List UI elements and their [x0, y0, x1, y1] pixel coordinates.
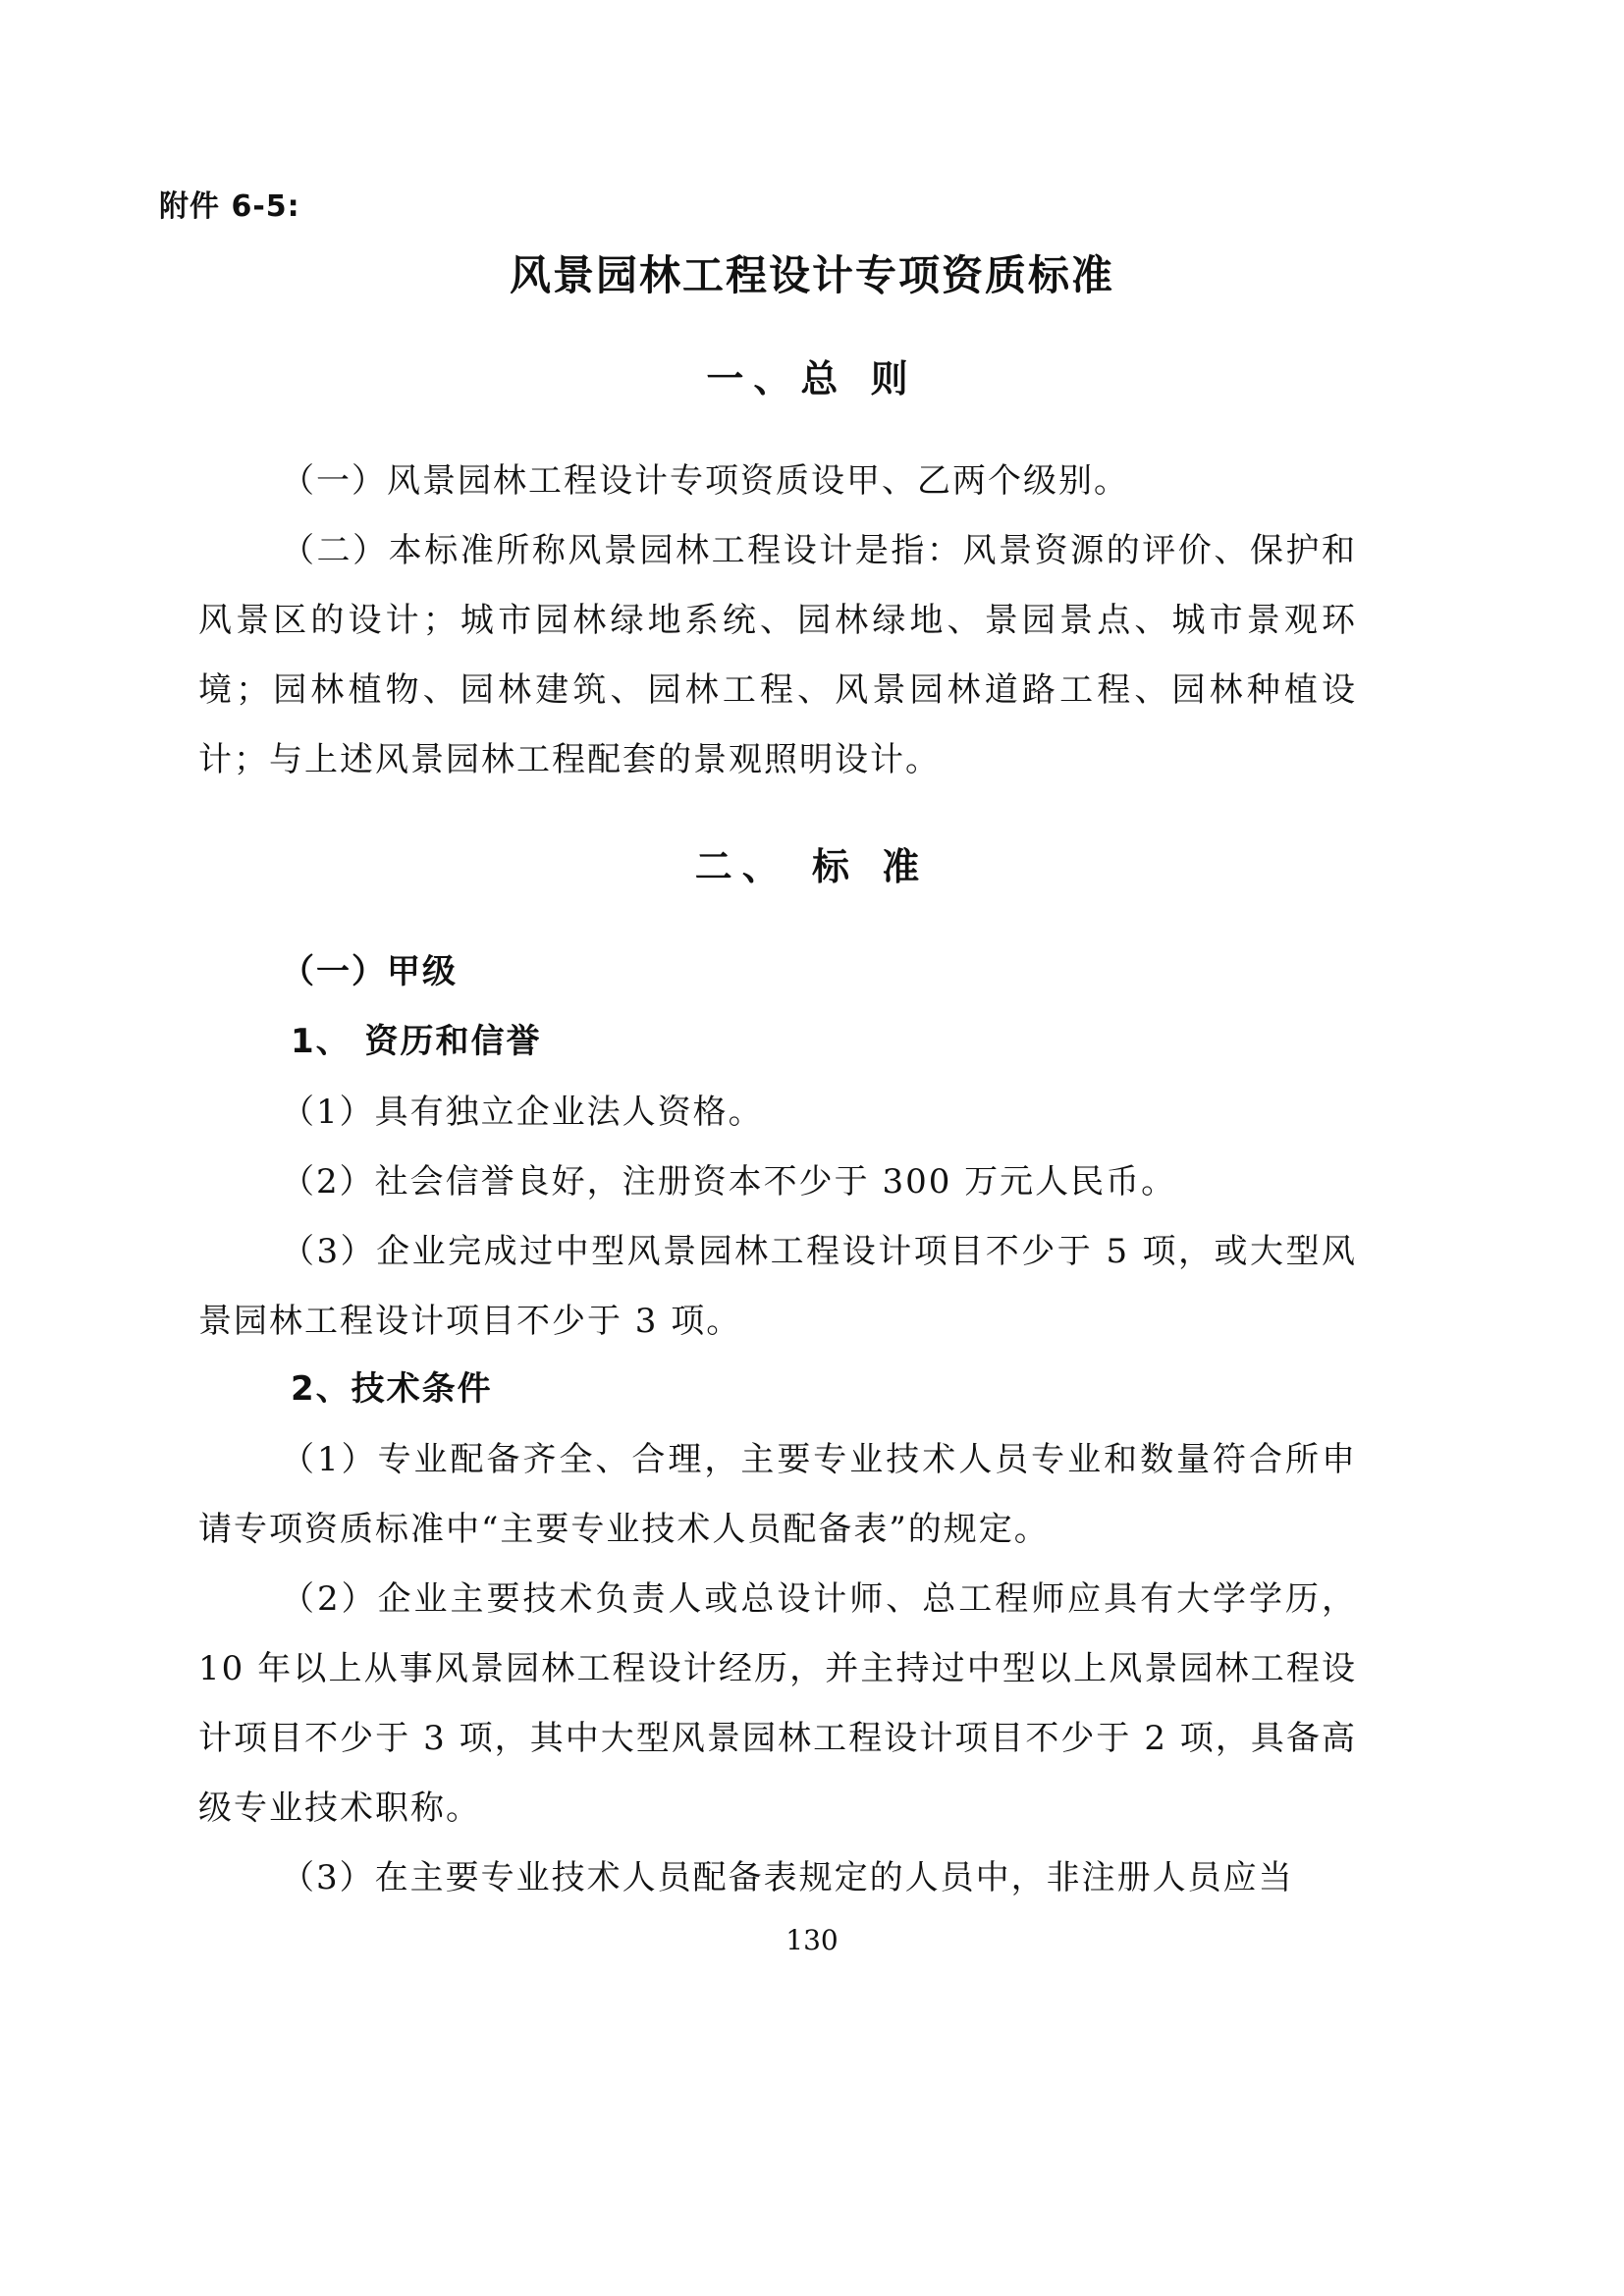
paragraph-legal-entity: （1）具有独立企业法人资格。 — [281, 1093, 764, 1132]
section-general-body — [198, 447, 1357, 795]
paragraph-technical-lead: （2）企业主要技术负责人或总设计师、总工程师应具有大学学历，10 年以上从事风景园林工程设计经历，并主持过中型以上风景园林工程设计项目不少于 3 项，其中大型风景园林工程设计项目不少于 2 项，具备高级专业技术职称。 — [198, 1579, 1357, 1828]
page-number: 130 — [785, 1924, 839, 1956]
paragraph-project-experience: （3）企业完成过中型风景园林工程设计项目不少于 5 项，或大型风景园林工程设计项目不少于 3 项。 — [198, 1232, 1357, 1341]
item1-body — [198, 1078, 1357, 1357]
attachment-label: 附件 6-5: — [159, 189, 300, 224]
paragraph-registered-capital: （2）社会信誉良好，注册资本不少于 300 万元人民币。 — [281, 1162, 1177, 1201]
paragraph-non-registered-staff: （3）在主要专业技术人员配备表规定的人员中，非注册人员应当 — [281, 1858, 1294, 1897]
item1-heading: 1、 资历和信誉 — [291, 1022, 542, 1061]
section-heading-general: 一、总 则 — [706, 357, 918, 400]
section-heading-standards: 二、 标 准 — [694, 845, 930, 888]
paragraph-grade-levels: （一）风景园林工程设计专项资质设甲、乙两个级别。 — [281, 461, 1129, 501]
grade-a-heading: （一）甲级 — [281, 952, 458, 991]
document-title: 风景园林工程设计专项资质标准 — [509, 251, 1114, 299]
item2-heading: 2、技术条件 — [291, 1369, 493, 1409]
paragraph-definition: （二）本标准所称风景园林工程设计是指：风景资源的评价、保护和风景区的设计；城市园林绿地系统、园林绿地、景园景点、城市景观环境；园林植物、园林建筑、园林工程、风景园林道路工程、园林种植设计；与上述风景园林工程配套的景观照明设计。 — [198, 531, 1357, 779]
paragraph-staffing: （1）专业配备齐全、合理，主要专业技术人员专业和数量符合所申请专项资质标准中“主要专业技术人员配备表”的规定。 — [198, 1440, 1357, 1549]
item2-body — [198, 1425, 1357, 1913]
